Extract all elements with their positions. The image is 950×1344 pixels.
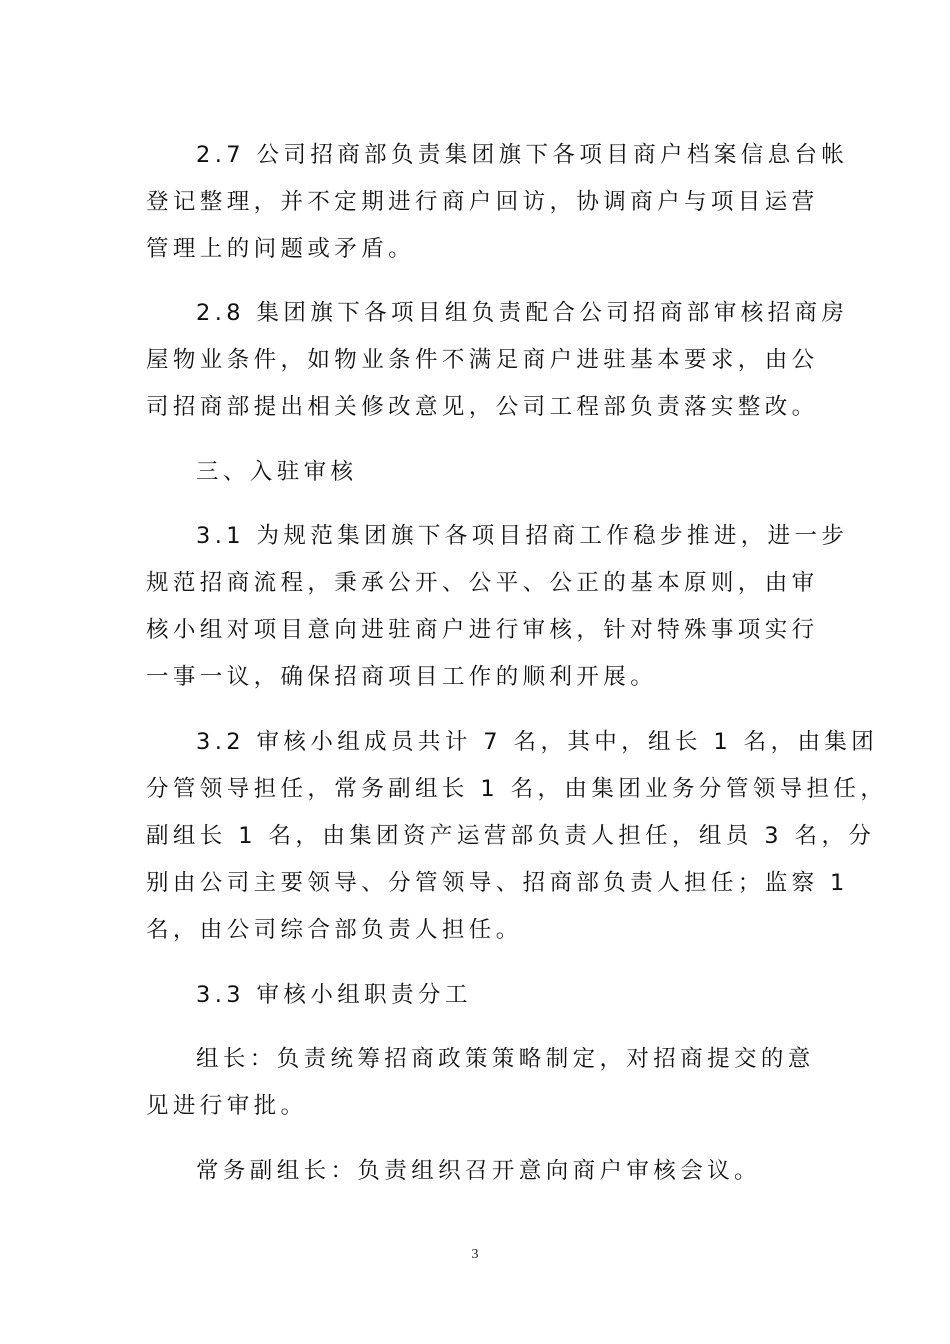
paragraph-3-2-line-5: 名，由公司综合部负责人担任。	[146, 917, 523, 943]
paragraph-2-7-line-3: 管理上的问题或矛盾。	[146, 236, 416, 262]
paragraph-2-8-line-1: 2.8 集团旗下各项目组负责配合公司招商部审核招商房	[196, 300, 849, 326]
leader-duty-line-1: 组长：负责统筹招商政策策略制定，对招商提交的意	[196, 1046, 815, 1072]
page-number: 3	[471, 1247, 479, 1262]
paragraph-3-1-line-1: 3.1 为规范集团旗下各项目招商工作稳步推进，进一步	[196, 523, 849, 549]
paragraph-3-2-line-3: 副组长 1 名，由集团资产运营部负责人担任，组员 3 名，分	[146, 823, 876, 849]
paragraph-3-2-line-2: 分管领导担任，常务副组长 1 名，由集团业务分管领导担任，	[146, 776, 888, 802]
paragraph-2-8-line-2: 屋物业条件，如物业条件不满足商户进驻基本要求，由公	[146, 347, 819, 373]
section-3-heading: 三、入驻审核	[196, 459, 358, 485]
paragraph-3-2-line-4: 别由公司主要领导、分管领导、招商部负责人担任；监察 1	[146, 870, 849, 896]
paragraph-3-1-line-3: 核小组对项目意向进驻商户进行审核，针对特殊事项实行	[146, 617, 819, 643]
paragraph-2-7-line-1: 2.7 公司招商部负责集团旗下各项目商户档案信息台帐	[196, 142, 849, 168]
leader-duty-line-2: 见进行审批。	[146, 1093, 308, 1119]
paragraph-3-2-line-1: 3.2 审核小组成员共计 7 名，其中，组长 1 名，由集团	[196, 729, 879, 755]
paragraph-3-1-line-2: 规范招商流程，秉承公开、公平、公正的基本原则，由审	[146, 570, 819, 596]
exec-vice-leader-duty: 常务副组长：负责组织召开意向商户审核会议。	[196, 1158, 761, 1184]
paragraph-2-7-line-2: 登记整理，并不定期进行商户回访，协调商户与项目运营	[146, 189, 819, 215]
paragraph-2-8-line-3: 司招商部提出相关修改意见，公司工程部负责落实整改。	[146, 394, 819, 420]
paragraph-3-3-heading: 3.3 审核小组职责分工	[196, 982, 472, 1008]
paragraph-3-1-line-4: 一事一议，确保招商项目工作的顺利开展。	[146, 664, 658, 690]
